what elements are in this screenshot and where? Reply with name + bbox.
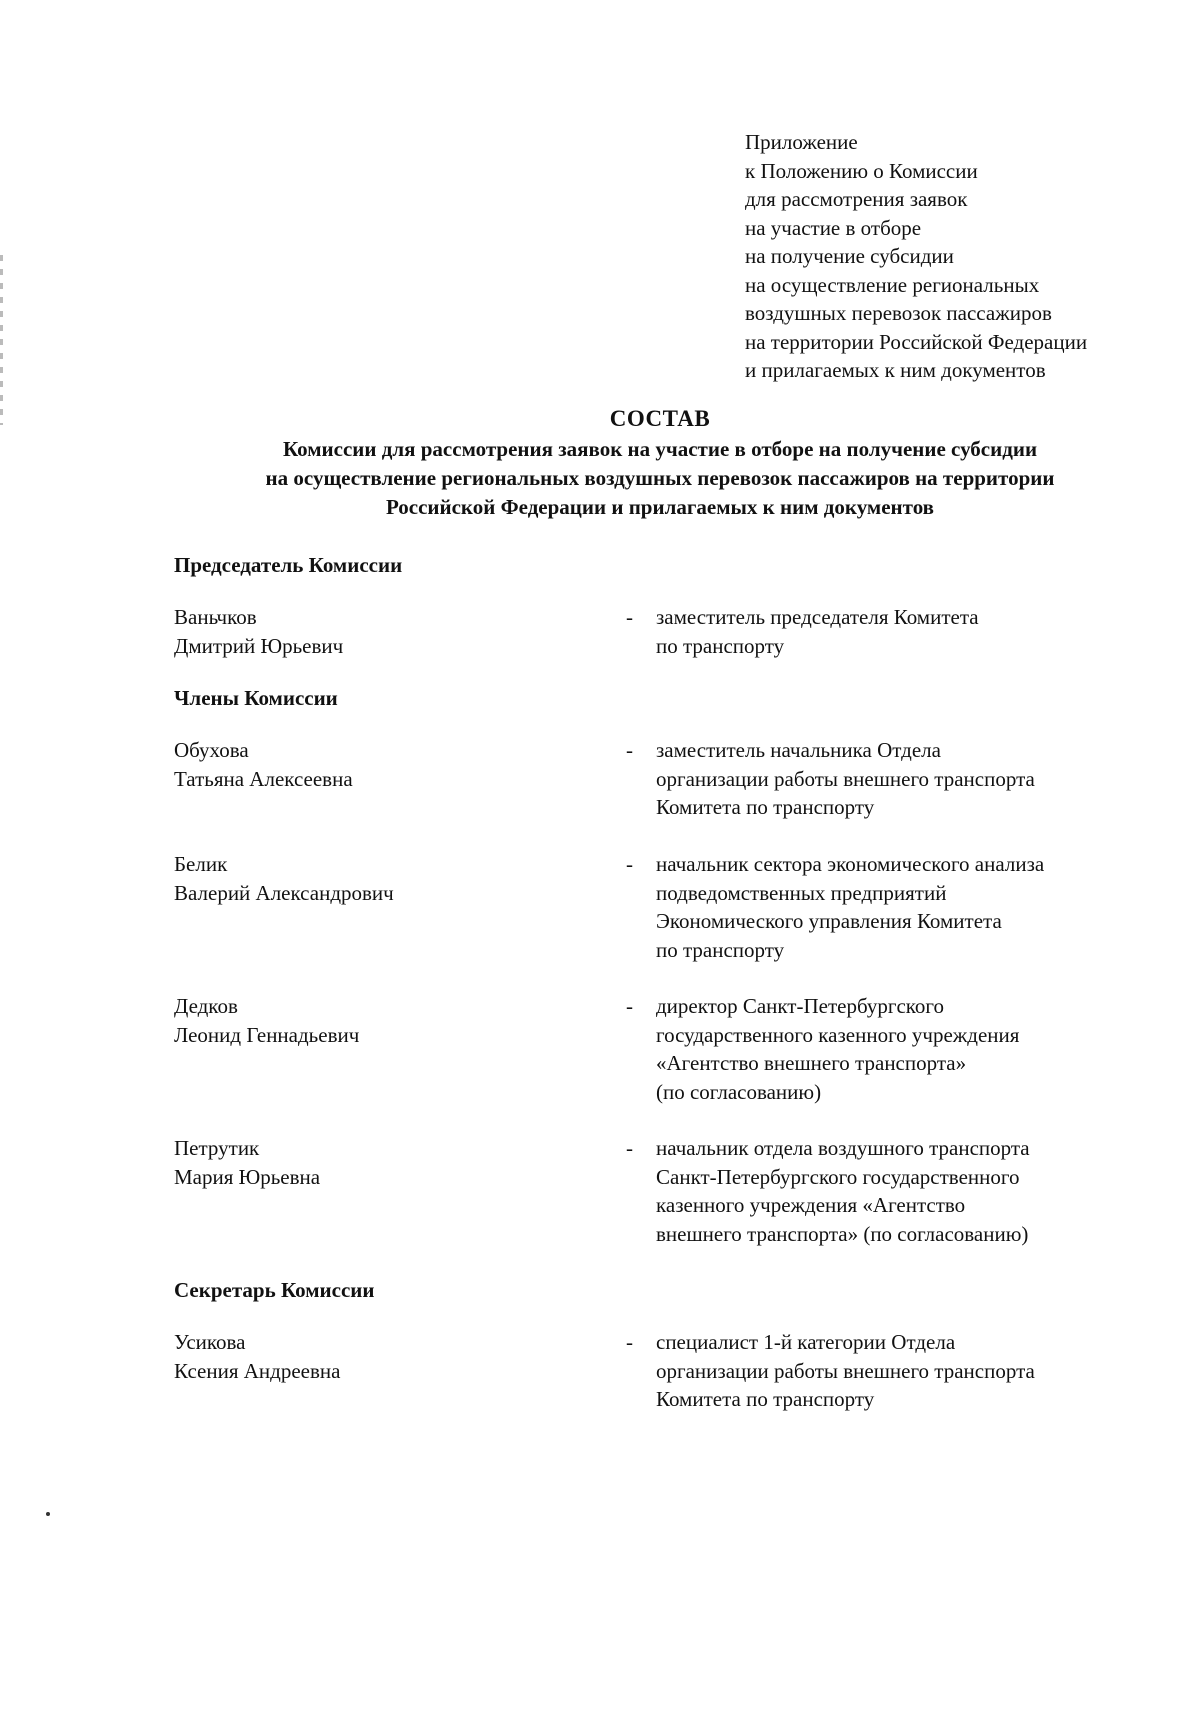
position-line: организации работы внешнего транспорта xyxy=(656,766,1035,791)
appendix-line: на участие в отборе xyxy=(745,215,922,240)
member-entry xyxy=(174,1134,1174,1248)
position-line: Санкт-Петербургского государственного xyxy=(656,1164,1020,1189)
section-heading-chairman: Председатель Комиссии xyxy=(174,553,403,577)
member-surname: Белик xyxy=(174,852,228,876)
appendix-line: воздушных перевозок пассажиров xyxy=(745,301,1052,325)
member-given-name: Дмитрий Юрьевич xyxy=(174,633,344,658)
appendix-line: к Положению о Комиссии xyxy=(745,158,978,183)
position-line: по транспорту xyxy=(656,633,785,658)
section-heading-members: Члены Комиссии xyxy=(174,686,338,710)
member-surname: Обухова xyxy=(174,738,249,762)
member-dash: - xyxy=(626,852,633,876)
position-line: заместитель начальника Отдела xyxy=(656,738,941,762)
member-name xyxy=(174,850,594,907)
position-line: «Агентство внешнего транспорта» xyxy=(656,1051,967,1075)
appendix-line: на территории Российской Федерации xyxy=(745,329,1088,354)
position-line: начальник сектора экономического анализа xyxy=(656,852,1045,876)
member-name xyxy=(174,736,594,793)
member-position xyxy=(656,1134,1176,1248)
member-name xyxy=(174,1134,594,1191)
position-line: Комитета по транспорту xyxy=(656,1387,875,1411)
member-position xyxy=(656,992,1176,1106)
position-line: Экономического управления Комитета xyxy=(656,909,1002,933)
document-title xyxy=(150,404,1170,522)
member-entry xyxy=(174,736,1174,822)
member-given-name: Мария Юрьевна xyxy=(174,1164,321,1189)
member-name xyxy=(174,992,594,1049)
appendix-line: на получение субсидии xyxy=(745,244,954,268)
position-line: внешнего транспорта» (по согласованию) xyxy=(656,1221,1029,1246)
position-line: казенного учреждения «Агентство xyxy=(656,1193,966,1217)
member-name xyxy=(174,603,594,660)
member-given-name: Леонид Геннадьевич xyxy=(174,1022,360,1047)
member-name xyxy=(174,1328,594,1385)
title-subtitle-line: на осуществление региональных воздушных перевозок пассажиров на территории xyxy=(265,466,1055,490)
member-position xyxy=(656,736,1176,822)
member-entry xyxy=(174,850,1174,964)
position-line: государственного казенного учреждения xyxy=(656,1022,1020,1047)
position-line: начальник отдела воздушного транспорта xyxy=(656,1136,1030,1160)
title-subtitle xyxy=(150,435,1170,522)
commission-composition xyxy=(174,551,1174,1414)
member-dash: - xyxy=(626,1330,633,1354)
member-dash: - xyxy=(626,1136,633,1160)
member-given-name: Ксения Андреевна xyxy=(174,1358,341,1383)
position-line: директор Санкт-Петербургского xyxy=(656,994,945,1018)
position-line: специалист 1-й категории Отдела xyxy=(656,1330,956,1354)
member-position xyxy=(656,603,1176,660)
member-surname: Усикова xyxy=(174,1330,246,1354)
title-main: СОСТАВ xyxy=(609,406,711,431)
appendix-line: для рассмотрения заявок xyxy=(745,187,968,211)
position-line: подведомственных предприятий xyxy=(656,880,947,905)
member-entry xyxy=(174,1328,1174,1414)
member-dash: - xyxy=(626,605,633,629)
position-line: заместитель председателя Комитета xyxy=(656,605,979,629)
member-given-name: Татьяна Алексеевна xyxy=(174,766,353,791)
title-subtitle-line: Комиссии для рассмотрения заявок на участие в отборе на получение субсидии xyxy=(282,437,1038,461)
member-entry xyxy=(174,992,1174,1106)
member-dash: - xyxy=(626,738,633,762)
title-subtitle-line: Российской Федерации и прилагаемых к ним документов xyxy=(385,495,935,519)
position-line: по транспорту xyxy=(656,937,785,962)
section-heading-secretary: Секретарь Комиссии xyxy=(174,1278,375,1302)
scan-edge-marks xyxy=(0,255,3,425)
member-surname: Петрутик xyxy=(174,1136,260,1160)
member-surname: Ваньчков xyxy=(174,605,257,629)
appendix-line: и прилагаемых к ним документов xyxy=(745,358,1046,382)
position-line: (по согласованию) xyxy=(656,1079,822,1104)
member-dash: - xyxy=(626,994,633,1018)
member-position xyxy=(656,1328,1176,1414)
scan-speck xyxy=(46,1512,50,1516)
member-given-name: Валерий Александрович xyxy=(174,880,394,905)
appendix-line: на осуществление региональных xyxy=(745,272,1040,297)
member-position xyxy=(656,850,1176,964)
position-line: Комитета по транспорту xyxy=(656,795,875,819)
position-line: организации работы внешнего транспорта xyxy=(656,1358,1035,1383)
member-surname: Дедков xyxy=(174,994,238,1018)
appendix-line: Приложение xyxy=(745,130,858,154)
member-entry xyxy=(174,603,1174,660)
appendix-note xyxy=(745,128,1185,385)
